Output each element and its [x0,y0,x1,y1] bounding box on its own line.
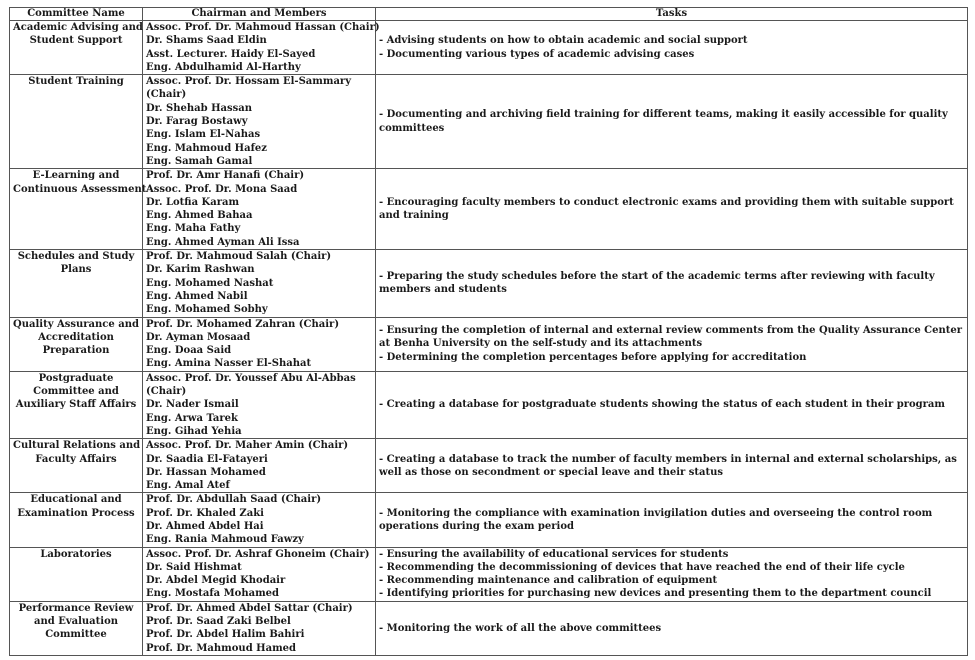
member-line: Eng. Rania Mahmoud Fawzy [146,534,304,546]
member-line: Prof. Dr. Mahmoud Hamed [146,642,297,654]
member-line: Prof. Dr. Abdullah Saad (Chair) [146,494,322,506]
committee-name-line: Auxiliary Staff Affairs [15,399,137,411]
task-line: - Creating a database to track the number of faculty members in internal and external scholarships, as well as those on secondment or special leave and their status [379,453,957,478]
table-row [10,75,968,169]
member-line: Prof. Dr. Amr Hanafi (Chair) [146,170,305,182]
committee-name-line: Committee [45,629,107,641]
committee-name-line: Postgraduate [38,372,114,384]
table-row [10,169,968,250]
members-cell [143,493,376,547]
committee-name-line: Cultural Relations and [13,440,141,452]
committee-name-cell [10,250,143,317]
committee-name-cell [10,21,143,75]
member-line: Assoc. Prof. Dr. Ashraf Ghoneim (Chair) [146,548,370,560]
member-line: Assoc. Prof. Dr. Mona Saad [146,183,298,195]
committee-name-line: Examination Process [17,507,135,519]
tasks-cell [376,250,968,317]
committee-name-line: Laboratories [40,548,112,560]
table-row [10,493,968,547]
member-line: Eng. Islam El-Nahas [146,129,261,141]
member-line: Dr. Said Hishmat [146,561,242,573]
committee-name-line: Student Training [28,76,124,88]
member-line: Prof. Dr. Ahmed Abdel Sattar (Chair) [146,602,353,614]
committee-name-cell [10,371,143,438]
header-chairman-members: Chairman and Members [143,8,376,21]
tasks-cell [376,439,968,493]
committee-document [9,7,967,656]
table-header-row [10,8,968,21]
committee-name-line: Quality Assurance and [13,318,139,330]
member-line: Eng. Mostafa Mohamed [146,588,280,600]
task-line: - Encouraging faculty members to conduct electronic exams and providing them with suitable support and training [379,196,954,222]
committee-name-line: E-Learning and [32,170,120,182]
committee-name-cell [10,317,143,371]
task-line: - Monitoring the work of all the above committees [379,622,662,634]
member-line: Dr. Hassan Mohamed [146,466,266,478]
members-cell [143,21,380,75]
table-row [10,547,968,601]
member-line: Prof. Dr. Saad Zaki Belbel [146,616,291,628]
table-row [10,371,968,438]
members-cell [143,547,376,601]
header-tasks: Tasks [376,8,968,21]
members-cell [143,371,376,438]
committee-name-line: and Evaluation [33,616,119,628]
committee-name-line: Schedules and Study [17,251,135,263]
committee-name-cell [10,493,143,547]
task-line: - Ensuring the availability of educational services for students [379,548,729,560]
tasks-cell [376,317,968,371]
header-committee-name: Committee Name [10,8,143,21]
member-line: Assoc. Prof. Dr. Hossam El-Sammary [146,76,352,88]
tasks-cell [376,547,968,601]
member-line: Eng. Abdulhamid Al-Harthy [146,61,301,73]
members-cell [143,439,376,493]
member-line: Prof. Dr. Khaled Zaki [146,507,264,519]
task-line: - Preparing the study schedules before the start of the academic terms after reviewing with faculty members and students [379,270,935,296]
member-line: Dr. Saadia El-Fatayeri [146,453,268,465]
task-line: - Documenting and archiving field training for different teams, making it easily accessible for quality committees [379,109,948,134]
members-cell [143,75,376,169]
member-line: (Chair) [146,386,187,398]
committee-name-line: Plans [60,264,92,276]
table-row [10,250,968,317]
member-line: (Chair) [146,89,187,101]
member-line: Eng. Arwa Tarek [146,412,238,424]
member-line: Eng. Samah Gamal [146,155,253,167]
committee-name-cell [10,601,143,655]
members-cell [143,169,376,250]
committee-name-line: Faculty Affairs [35,453,117,465]
member-line: Dr. Ahmed Abdel Hai [146,520,264,532]
table-row [10,317,968,371]
member-line: Eng. Amina Nasser El-Shahat [146,358,312,370]
member-line: Dr. Farag Bostawy [146,116,248,128]
tasks-cell [376,75,968,169]
committee-name-line: Academic Advising and [13,22,143,33]
member-line: Prof. Dr. Abdel Halim Bahiri [146,629,305,641]
tasks-cell [376,371,968,438]
member-line: Assoc. Prof. Dr. Youssef Abu Al-Abbas [146,372,356,384]
committee-name-line: Continuous Assessment [13,183,147,195]
table-body [10,21,968,656]
member-line: Eng. Ahmed Nabil [146,290,248,302]
member-line: Eng. Gihad Yehia [146,425,242,437]
committee-name-cell [10,169,147,250]
member-line: Dr. Shams Saad Eldin [146,35,267,47]
committee-name-line: Committee and [33,386,119,398]
committee-name-line: Educational and [30,494,122,506]
member-line: Dr. Karim Rashwan [146,264,255,276]
task-line: - Advising students on how to obtain academic and social support [379,35,748,47]
member-line: Dr. Ayman Mosaad [146,331,251,343]
members-cell [143,317,376,371]
member-line: Eng. Mohamed Nashat [146,277,274,289]
committee-name-line: Performance Review [18,602,134,614]
task-line: - Recommending maintenance and calibration of equipment [379,575,718,587]
members-cell [143,250,376,317]
task-line: - Identifying priorities for purchasing new devices and presenting them to the department council [379,588,932,600]
tasks-cell [376,21,968,75]
task-line: - Creating a database for postgraduate students showing the status of each student in their program [379,399,945,411]
committee-name-cell [10,75,143,169]
member-line: Dr. Shehab Hassan [146,102,253,114]
committee-name-line: Preparation [42,345,110,357]
member-line: Assoc. Prof. Dr. Maher Amin (Chair) [146,440,349,452]
member-line: Prof. Dr. Mahmoud Salah (Chair) [146,251,332,263]
member-line: Eng. Doaa Said [146,345,232,357]
tasks-cell [376,601,968,655]
members-cell [143,601,376,655]
member-line: Dr. Abdel Megid Khodair [146,575,286,587]
committee-name-cell [10,547,143,601]
member-line: Eng. Mahmoud Hafez [146,142,267,154]
table-row [10,601,968,655]
tasks-cell [376,493,968,547]
member-line: Eng. Ahmed Ayman Ali Issa [146,236,300,248]
member-line: Prof. Dr. Mohamed Zahran (Chair) [146,318,340,330]
member-line: Eng. Ahmed Bahaa [146,210,253,222]
member-line: Assoc. Prof. Dr. Mahmoud Hassan (Chair) [146,22,380,33]
task-line: - Documenting various types of academic advising cases [379,48,695,60]
member-line: Asst. Lecturer. Haidy El-Sayed [146,48,316,60]
table-row [10,439,968,493]
member-line: Dr. Nader Ismail [146,399,239,411]
table-row [10,21,968,75]
tasks-cell [376,169,968,250]
member-line: Eng. Amal Atef [146,480,230,492]
member-line: Eng. Mohamed Sobhy [146,304,268,316]
task-line: - Ensuring the completion of internal and external review comments from the Quality Assurance Center at Benha University on the self-study and its attachments [379,325,962,350]
committee-name-cell [10,439,143,493]
member-line: Dr. Lotfia Karam [146,196,240,208]
member-line: Eng. Maha Fathy [146,223,241,235]
committee-name-line: Student Support [29,35,123,47]
task-line: - Monitoring the compliance with examination invigilation duties and overseeing the control room operations during the exam period [379,507,933,532]
committee-table [9,7,968,656]
task-line: - Determining the completion percentages before applying for accreditation [379,351,807,363]
committee-name-line: Accreditation [38,331,114,343]
task-line: - Recommending the decommissioning of devices that have reached the end of their life cycle [379,561,905,573]
